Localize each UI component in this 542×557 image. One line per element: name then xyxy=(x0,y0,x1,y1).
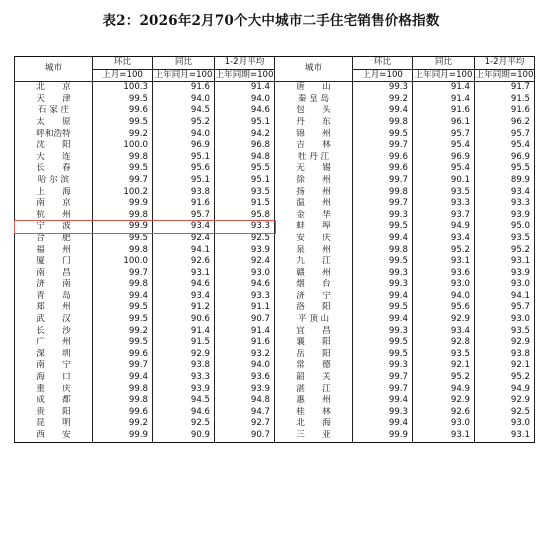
mom-cell: 99.4 xyxy=(93,372,153,384)
ytd-cell: 91.4 xyxy=(215,82,275,94)
mom-cell: 99.4 xyxy=(93,291,153,303)
city-name-cell: 太 原 xyxy=(15,117,93,129)
ytd-cell: 94.6 xyxy=(215,105,275,117)
yoy-cell: 93.1 xyxy=(153,268,215,280)
city-name-cell: 牡 丹 江 xyxy=(275,152,353,164)
mom-cell: 100.2 xyxy=(93,187,153,199)
yoy-cell: 93.5 xyxy=(413,187,475,199)
table-row xyxy=(15,349,535,361)
city-name-cell: 成 都 xyxy=(15,395,93,407)
ytd-cell: 93.9 xyxy=(475,268,535,280)
mom-base-header: 上月=100 xyxy=(93,69,153,82)
table-row xyxy=(15,395,535,407)
ytd-cell: 93.1 xyxy=(475,256,535,268)
yoy-cell: 95.7 xyxy=(153,210,215,222)
yoy-cell: 93.1 xyxy=(413,256,475,268)
ytd-cell: 92.5 xyxy=(475,407,535,419)
ytd-base-header: 上年同期=100 xyxy=(215,69,275,82)
mom-cell: 99.9 xyxy=(93,198,153,210)
yoy-cell: 91.4 xyxy=(413,94,475,106)
city-name-cell: 长 春 xyxy=(15,163,93,175)
city-name-cell: 九 江 xyxy=(275,256,353,268)
ytd-cell: 89.9 xyxy=(475,175,535,187)
mom-cell: 99.2 xyxy=(93,418,153,430)
table-row xyxy=(15,233,535,245)
yoy-cell: 91.6 xyxy=(153,82,215,94)
ytd-cell: 91.7 xyxy=(475,82,535,94)
mom-cell: 99.3 xyxy=(353,268,413,280)
yoy-cell: 93.4 xyxy=(153,291,215,303)
table-row xyxy=(15,82,535,94)
mom-cell: 99.5 xyxy=(93,233,153,245)
mom-cell: 99.5 xyxy=(353,256,413,268)
yoy-cell: 92.9 xyxy=(153,349,215,361)
ytd-cell: 91.5 xyxy=(215,198,275,210)
table-row xyxy=(15,187,535,199)
table-row xyxy=(15,326,535,338)
city-name-cell: 武 汉 xyxy=(15,314,93,326)
table-row xyxy=(15,140,535,152)
yoy-cell: 94.1 xyxy=(153,245,215,257)
yoy-cell: 95.6 xyxy=(153,163,215,175)
city-name-cell: 泉 州 xyxy=(275,245,353,257)
ytd-cell: 95.4 xyxy=(475,140,535,152)
city-name-cell: 无 锡 xyxy=(275,163,353,175)
ytd-cell: 96.9 xyxy=(475,152,535,164)
city-header: 城市 xyxy=(15,57,93,82)
yoy-cell: 93.0 xyxy=(413,418,475,430)
city-name-cell: 襄 阳 xyxy=(275,337,353,349)
mom-cell: 99.8 xyxy=(93,279,153,291)
city-name-cell: 呼和浩特 xyxy=(15,129,93,141)
mom-cell: 99.8 xyxy=(93,210,153,222)
city-name-cell: 深 圳 xyxy=(15,349,93,361)
yoy-cell: 95.1 xyxy=(153,152,215,164)
ytd-header: 1-2月平均 xyxy=(215,57,275,70)
ytd-cell: 95.5 xyxy=(475,163,535,175)
ytd-cell: 95.7 xyxy=(475,302,535,314)
table-row xyxy=(15,384,535,396)
city-name-cell: 吉 林 xyxy=(275,140,353,152)
yoy-cell: 92.9 xyxy=(413,314,475,326)
ytd-cell: 95.0 xyxy=(475,221,535,233)
yoy-cell: 93.1 xyxy=(413,430,475,442)
ytd-cell: 92.7 xyxy=(215,418,275,430)
yoy-cell: 95.4 xyxy=(413,140,475,152)
city-name-cell: 天 津 xyxy=(15,94,93,106)
city-name-cell: 青 岛 xyxy=(15,291,93,303)
yoy-cell: 93.7 xyxy=(413,210,475,222)
city-name-cell: 三 亚 xyxy=(275,430,353,442)
city-name-cell: 包 头 xyxy=(275,105,353,117)
city-name-cell: 岳 阳 xyxy=(275,349,353,361)
ytd-cell: 93.3 xyxy=(475,198,535,210)
mom-cell: 100.0 xyxy=(93,256,153,268)
ytd-cell: 96.8 xyxy=(215,140,275,152)
mom-cell: 99.3 xyxy=(353,326,413,338)
ytd-cell: 93.2 xyxy=(215,349,275,361)
mom-cell: 99.4 xyxy=(353,395,413,407)
mom-cell: 99.4 xyxy=(353,314,413,326)
yoy-cell: 91.4 xyxy=(153,326,215,338)
mom-header: 环比 xyxy=(93,57,153,70)
mom-header: 环比 xyxy=(353,57,413,70)
ytd-cell: 93.5 xyxy=(215,187,275,199)
ytd-cell: 95.2 xyxy=(475,372,535,384)
yoy-header: 同比 xyxy=(413,57,475,70)
city-name-cell: 大 连 xyxy=(15,152,93,164)
city-name-cell: 南 宁 xyxy=(15,360,93,372)
city-name-cell: 贵 阳 xyxy=(15,407,93,419)
city-name-cell: 唐 山 xyxy=(275,82,353,94)
ytd-cell: 91.6 xyxy=(215,337,275,349)
ytd-cell: 94.8 xyxy=(215,152,275,164)
yoy-cell: 93.6 xyxy=(413,268,475,280)
yoy-cell: 92.6 xyxy=(413,407,475,419)
ytd-cell: 93.8 xyxy=(475,349,535,361)
mom-cell: 99.7 xyxy=(353,372,413,384)
yoy-cell: 91.2 xyxy=(153,302,215,314)
ytd-cell: 93.0 xyxy=(475,418,535,430)
mom-cell: 99.3 xyxy=(353,407,413,419)
mom-cell: 99.5 xyxy=(93,117,153,129)
table-row xyxy=(15,152,535,164)
table-row xyxy=(15,407,535,419)
table-row xyxy=(15,337,535,349)
city-name-cell: 北 海 xyxy=(275,418,353,430)
ytd-cell: 93.9 xyxy=(215,384,275,396)
ytd-cell: 93.0 xyxy=(475,314,535,326)
mom-cell: 99.5 xyxy=(353,302,413,314)
yoy-cell: 94.6 xyxy=(153,407,215,419)
mom-cell: 99.3 xyxy=(353,360,413,372)
table-row xyxy=(15,279,535,291)
mom-cell: 99.9 xyxy=(93,430,153,442)
mom-cell: 99.9 xyxy=(353,430,413,442)
mom-cell: 99.2 xyxy=(93,326,153,338)
city-name-cell: 金 华 xyxy=(275,210,353,222)
mom-cell: 99.7 xyxy=(353,175,413,187)
ytd-cell: 92.9 xyxy=(475,395,535,407)
table-row xyxy=(15,302,535,314)
ytd-cell: 95.7 xyxy=(475,129,535,141)
table-row xyxy=(15,314,535,326)
city-name-cell: 重 庆 xyxy=(15,384,93,396)
yoy-cell: 92.5 xyxy=(153,418,215,430)
ytd-cell: 93.9 xyxy=(215,245,275,257)
yoy-cell: 94.0 xyxy=(153,129,215,141)
ytd-cell: 93.4 xyxy=(475,187,535,199)
mom-cell: 99.7 xyxy=(353,198,413,210)
ytd-cell: 95.2 xyxy=(475,245,535,257)
table-row xyxy=(15,268,535,280)
mom-cell: 99.5 xyxy=(93,94,153,106)
mom-cell: 99.6 xyxy=(353,152,413,164)
ytd-cell: 94.2 xyxy=(215,129,275,141)
mom-cell: 99.8 xyxy=(353,117,413,129)
ytd-cell: 93.9 xyxy=(475,210,535,222)
yoy-cell: 96.1 xyxy=(413,117,475,129)
yoy-cell: 94.6 xyxy=(153,279,215,291)
mom-cell: 99.7 xyxy=(93,268,153,280)
ytd-cell: 90.7 xyxy=(215,430,275,442)
city-name-cell: 南 京 xyxy=(15,198,93,210)
table-row xyxy=(15,372,535,384)
table-row xyxy=(15,256,535,268)
mom-cell: 99.5 xyxy=(353,221,413,233)
mom-cell: 99.7 xyxy=(93,175,153,187)
city-name-cell: 南 昌 xyxy=(15,268,93,280)
yoy-cell: 91.6 xyxy=(413,105,475,117)
ytd-cell: 93.3 xyxy=(215,291,275,303)
city-name-cell: 丹 东 xyxy=(275,117,353,129)
ytd-cell: 93.5 xyxy=(475,326,535,338)
ytd-cell: 92.1 xyxy=(475,360,535,372)
ytd-cell: 91.1 xyxy=(215,302,275,314)
ytd-cell: 93.6 xyxy=(215,372,275,384)
mom-cell: 99.3 xyxy=(353,210,413,222)
yoy-cell: 90.1 xyxy=(413,175,475,187)
mom-cell: 100.0 xyxy=(93,140,153,152)
yoy-cell: 94.5 xyxy=(153,395,215,407)
ytd-header: 1-2月平均 xyxy=(475,57,535,70)
yoy-cell: 92.8 xyxy=(413,337,475,349)
yoy-header: 同比 xyxy=(153,57,215,70)
mom-base-header: 上月=100 xyxy=(353,69,413,82)
table-row xyxy=(15,198,535,210)
yoy-base-header: 上年同月=100 xyxy=(413,69,475,82)
city-name-cell: 杭 州 xyxy=(15,210,93,222)
yoy-cell: 95.2 xyxy=(413,372,475,384)
city-name-cell: 惠 州 xyxy=(275,395,353,407)
city-name-cell: 桂 林 xyxy=(275,407,353,419)
mom-cell: 99.5 xyxy=(353,349,413,361)
ytd-cell: 94.0 xyxy=(215,360,275,372)
ytd-cell: 95.1 xyxy=(215,117,275,129)
price-index-table xyxy=(14,56,535,443)
ytd-cell: 94.9 xyxy=(475,384,535,396)
ytd-cell: 92.4 xyxy=(215,256,275,268)
city-name-cell: 锦 州 xyxy=(275,129,353,141)
yoy-cell: 95.2 xyxy=(153,117,215,129)
mom-cell: 99.5 xyxy=(93,302,153,314)
yoy-cell: 93.4 xyxy=(153,221,215,233)
yoy-cell: 94.0 xyxy=(153,94,215,106)
ytd-cell: 93.0 xyxy=(215,268,275,280)
table-row xyxy=(15,129,535,141)
ytd-cell: 94.1 xyxy=(475,291,535,303)
yoy-cell: 92.4 xyxy=(153,233,215,245)
city-name-cell: 韶 关 xyxy=(275,372,353,384)
table-row xyxy=(15,94,535,106)
yoy-cell: 91.6 xyxy=(153,198,215,210)
ytd-cell: 93.3 xyxy=(215,221,275,233)
city-name-cell: 蚌 埠 xyxy=(275,221,353,233)
city-name-cell: 郑 州 xyxy=(15,302,93,314)
yoy-cell: 93.4 xyxy=(413,233,475,245)
city-name-cell: 宁 波 xyxy=(15,221,93,233)
city-name-cell: 烟 台 xyxy=(275,279,353,291)
mom-cell: 99.7 xyxy=(93,360,153,372)
mom-cell: 99.8 xyxy=(93,384,153,396)
city-name-cell: 秦 皇 岛 xyxy=(275,94,353,106)
city-name-cell: 福 州 xyxy=(15,245,93,257)
yoy-cell: 93.5 xyxy=(413,349,475,361)
ytd-cell: 90.7 xyxy=(215,314,275,326)
mom-cell: 99.5 xyxy=(93,314,153,326)
table-row xyxy=(15,430,535,442)
mom-cell: 99.2 xyxy=(93,129,153,141)
table-row xyxy=(15,105,535,117)
yoy-cell: 93.3 xyxy=(153,372,215,384)
table-title: 表2：2026年2月70个大中城市二手住宅销售价格指数 xyxy=(102,13,440,29)
ytd-cell: 96.2 xyxy=(475,117,535,129)
mom-cell: 99.6 xyxy=(353,163,413,175)
table-row xyxy=(15,418,535,430)
table-row xyxy=(15,291,535,303)
city-name-cell: 济 宁 xyxy=(275,291,353,303)
ytd-cell: 91.6 xyxy=(475,105,535,117)
yoy-cell: 94.9 xyxy=(413,384,475,396)
yoy-cell: 95.4 xyxy=(413,163,475,175)
table-row xyxy=(15,163,535,175)
ytd-cell: 93.0 xyxy=(475,279,535,291)
mom-cell: 99.5 xyxy=(93,163,153,175)
mom-cell: 100.3 xyxy=(93,82,153,94)
city-name-cell: 石 家 庄 xyxy=(15,105,93,117)
ytd-cell: 95.1 xyxy=(215,175,275,187)
yoy-cell: 90.6 xyxy=(153,314,215,326)
city-name-cell: 扬 州 xyxy=(275,187,353,199)
yoy-cell: 95.2 xyxy=(413,245,475,257)
ytd-cell: 93.5 xyxy=(475,233,535,245)
mom-cell: 99.2 xyxy=(353,94,413,106)
yoy-cell: 96.9 xyxy=(153,140,215,152)
ytd-cell: 92.5 xyxy=(215,233,275,245)
city-name-cell: 宜 昌 xyxy=(275,326,353,338)
mom-cell: 99.3 xyxy=(353,279,413,291)
mom-cell: 99.3 xyxy=(353,82,413,94)
mom-cell: 99.6 xyxy=(93,349,153,361)
city-name-cell: 广 州 xyxy=(15,337,93,349)
city-name-cell: 济 南 xyxy=(15,279,93,291)
ytd-cell: 95.8 xyxy=(215,210,275,222)
mom-cell: 99.4 xyxy=(353,418,413,430)
yoy-cell: 93.8 xyxy=(153,360,215,372)
mom-cell: 99.9 xyxy=(93,221,153,233)
city-name-cell: 湛 江 xyxy=(275,384,353,396)
yoy-cell: 92.1 xyxy=(413,360,475,372)
city-name-cell: 西 安 xyxy=(15,430,93,442)
table-row xyxy=(15,117,535,129)
city-name-cell: 北 京 xyxy=(15,82,93,94)
city-name-cell: 常 德 xyxy=(275,360,353,372)
mom-cell: 99.8 xyxy=(93,395,153,407)
mom-cell: 99.6 xyxy=(93,407,153,419)
ytd-cell: 94.8 xyxy=(215,395,275,407)
city-name-cell: 哈 尔 滨 xyxy=(15,175,93,187)
yoy-cell: 94.0 xyxy=(413,291,475,303)
city-name-cell: 长 沙 xyxy=(15,326,93,338)
yoy-cell: 94.5 xyxy=(153,105,215,117)
mom-cell: 99.4 xyxy=(353,291,413,303)
table-row xyxy=(15,210,535,222)
ytd-cell: 91.4 xyxy=(215,326,275,338)
city-name-cell: 厦 门 xyxy=(15,256,93,268)
yoy-cell: 93.3 xyxy=(413,198,475,210)
city-name-cell: 平 顶 山 xyxy=(275,314,353,326)
city-name-cell: 徐 州 xyxy=(275,175,353,187)
mom-cell: 99.5 xyxy=(353,337,413,349)
ytd-base-header: 上年同期=100 xyxy=(475,69,535,82)
ytd-cell: 94.7 xyxy=(215,407,275,419)
yoy-cell: 91.4 xyxy=(413,82,475,94)
yoy-cell: 93.0 xyxy=(413,279,475,291)
yoy-cell: 92.6 xyxy=(153,256,215,268)
city-name-cell: 上 海 xyxy=(15,187,93,199)
yoy-cell: 93.8 xyxy=(153,187,215,199)
yoy-cell: 91.5 xyxy=(153,337,215,349)
mom-cell: 99.4 xyxy=(353,233,413,245)
city-name-cell: 合 肥 xyxy=(15,233,93,245)
mom-cell: 99.8 xyxy=(93,245,153,257)
yoy-cell: 96.9 xyxy=(413,152,475,164)
yoy-cell: 94.9 xyxy=(413,221,475,233)
mom-cell: 99.5 xyxy=(93,337,153,349)
mom-cell: 99.7 xyxy=(353,140,413,152)
table-row xyxy=(15,221,535,233)
yoy-cell: 92.9 xyxy=(413,395,475,407)
yoy-base-header: 上年同月=100 xyxy=(153,69,215,82)
yoy-cell: 95.6 xyxy=(413,302,475,314)
mom-cell: 99.8 xyxy=(93,152,153,164)
city-header: 城市 xyxy=(275,57,353,82)
table-row xyxy=(15,245,535,257)
city-name-cell: 海 口 xyxy=(15,372,93,384)
yoy-cell: 93.4 xyxy=(413,326,475,338)
mom-cell: 99.6 xyxy=(93,105,153,117)
ytd-cell: 92.9 xyxy=(475,337,535,349)
city-name-cell: 赣 州 xyxy=(275,268,353,280)
city-name-cell: 温 州 xyxy=(275,198,353,210)
ytd-cell: 91.5 xyxy=(475,94,535,106)
mom-cell: 99.8 xyxy=(353,187,413,199)
mom-cell: 99.8 xyxy=(353,245,413,257)
yoy-cell: 95.1 xyxy=(153,175,215,187)
table-row xyxy=(15,175,535,187)
city-name-cell: 安 庆 xyxy=(275,233,353,245)
yoy-cell: 90.9 xyxy=(153,430,215,442)
mom-cell: 99.5 xyxy=(353,129,413,141)
ytd-cell: 94.6 xyxy=(215,279,275,291)
ytd-cell: 93.1 xyxy=(475,430,535,442)
ytd-cell: 94.0 xyxy=(215,94,275,106)
ytd-cell: 95.5 xyxy=(215,163,275,175)
mom-cell: 99.7 xyxy=(353,384,413,396)
yoy-cell: 93.9 xyxy=(153,384,215,396)
yoy-cell: 95.7 xyxy=(413,129,475,141)
mom-cell: 99.4 xyxy=(353,105,413,117)
city-name-cell: 洛 阳 xyxy=(275,302,353,314)
city-name-cell: 沈 阳 xyxy=(15,140,93,152)
table-row xyxy=(15,360,535,372)
city-name-cell: 昆 明 xyxy=(15,418,93,430)
